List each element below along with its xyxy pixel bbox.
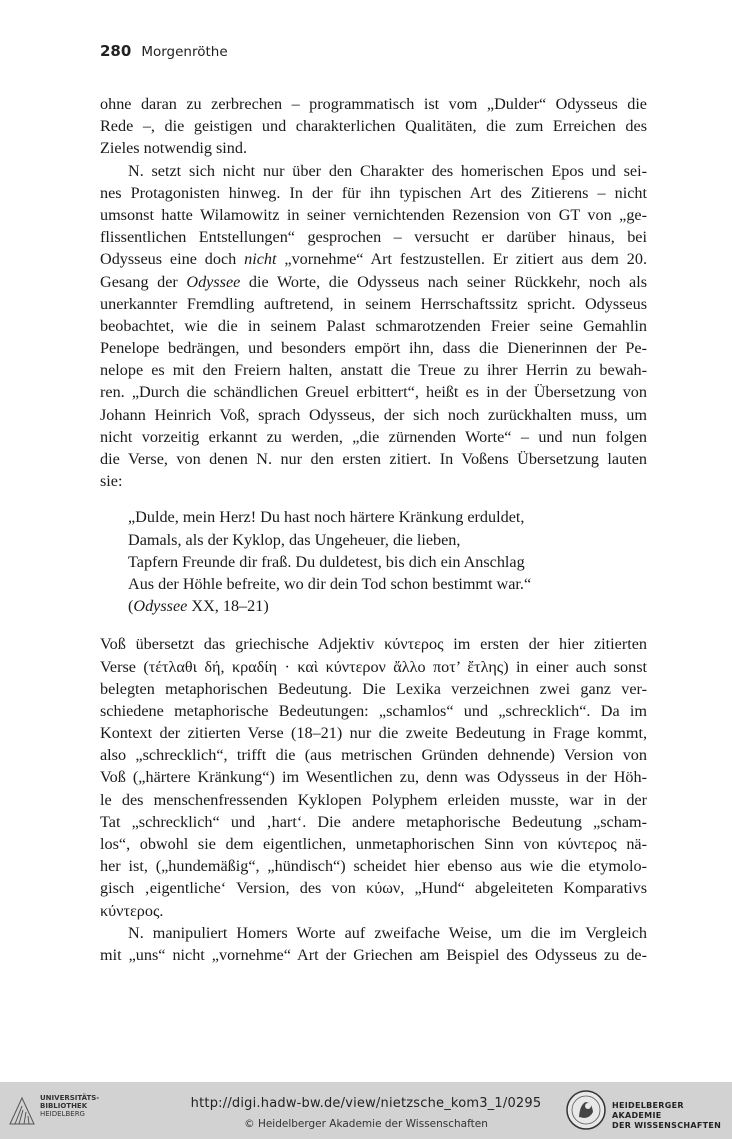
text-line: also „schrecklich“, trifft die (aus metrischen Gründen dehnende) Version von (100, 746, 647, 765)
text-line: ren. „Durch die schändlichen Greuel erbittert“, heißt es in der Übersetzung von (100, 383, 647, 402)
paragraph-1 (100, 93, 647, 160)
text-line (100, 248, 647, 270)
text-line: schiedene metaphorische Bedeutungen: „schamlos“ und „schrecklich“. Da im (100, 701, 647, 720)
running-header (100, 42, 228, 60)
text-line: Rede –, die geistigen und charakterlichen Qualitäten, die zum Erreichen des (100, 117, 647, 136)
text-line: ohne daran zu zerbrechen – programmatisch ist vom „Dulder“ Odysseus die (100, 95, 647, 113)
page-number: 280 (100, 42, 132, 60)
text-line: nelope es mit den Freiern halten, anstatt die Treue zu ihrer Herrin zu bewah- (100, 361, 647, 380)
text-run: Odysseus eine doch (100, 250, 245, 269)
text-line: unerkannter Fremdling auftretend, in seinem Herrschaftssitz spricht. Odysseus (100, 294, 647, 313)
library-name-line: UNIVERSITÄTS- (40, 1094, 100, 1102)
permalink-url[interactable]: http://digi.hadw-bw.de/view/nietzsche_kom3_1/0295 (190, 1096, 542, 1111)
text-line: die Verse, von denen N. nur den ersten zitiert. In Voßens Übersetzung lauten (100, 450, 647, 468)
text-line: gisch ‚eigentliche‘ Version, des von κύων, „Hund“ abgeleiteten Komparativs (100, 879, 647, 898)
text-run: die Worte, die Odysseus nach seiner Rückkehr, noch als (240, 272, 647, 291)
text-line: Voß übersetzt das griechische Adjektiv κύντερος im ersten der hier zitierten (100, 635, 647, 654)
text-run: „vornehme“ Art festzustellen. Er zitiert aus dem 20. (276, 250, 647, 269)
text-line: mit „uns“ nicht „vornehme“ Art der Griechen am Beispiel des Odysseus zu de- (100, 945, 647, 964)
academy-name-line: DER WISSENSCHAFTEN (612, 1121, 722, 1130)
running-title: Morgenröthe (141, 44, 228, 60)
academy-seal-icon (566, 1090, 606, 1130)
copyright-notice: © Heidelberger Akademie der Wissenschaften (244, 1118, 488, 1130)
verse-quotation (128, 506, 647, 617)
work-title: Odyssee (133, 597, 188, 616)
verse-line: Tapfern Freunde dir fraß. Du duldetest, bis dich ein Anschlag (128, 552, 525, 571)
text-line: Johann Heinrich Voß, sprach Odysseus, der sich noch zurückhalten muss, um (100, 405, 647, 424)
library-name-line: HEIDELBERG (40, 1110, 85, 1118)
verse-line: Aus der Höhle befreite, wo dir dein Tod schon bestimmt war.“ (128, 574, 532, 593)
text-line: κύντερος. (100, 901, 164, 920)
paragraph-4 (100, 922, 647, 966)
text-line: Tat „schrecklich“ und ‚hart‘. Die andere metaphorische Bedeutung „scham- (100, 812, 647, 831)
library-name-line: BIBLIOTHEK (40, 1102, 88, 1110)
text-line: sie: (100, 472, 123, 491)
text-line: Penelope bedrängen, und besonders empört ihn, dass die Dienerinnen der Pe- (100, 339, 647, 358)
text-line: N. manipuliert Homers Worte auf zweifache Weise, um die im Vergleich (128, 923, 647, 942)
paragraph-2 (100, 160, 647, 493)
text-run: Gesang der (100, 272, 187, 291)
text-run: XX, 18–21) (187, 597, 269, 616)
text-line: Zieles notwendig sind. (100, 139, 248, 158)
text-line (100, 271, 647, 293)
page-body (100, 93, 647, 966)
academy-name-line: HEIDELBERGER AKADEMIE (612, 1101, 684, 1120)
quote-citation (128, 595, 647, 617)
emphasis: nicht (244, 250, 277, 269)
text-line: N. setzt sich nicht nur über den Charakter des homerischen Epos und sei- (128, 161, 647, 180)
text-line: her ist, („hundemäßig“, „hündisch“) scheidet hier ebenso aus wie die etymolo- (100, 857, 647, 876)
text-line: le des menschenfressenden Kyklopen Polyphem erleiden musste, war in der (100, 790, 647, 809)
text-line: umsonst hatte Wilamowitz in seiner vernichtenden Rezension von GT von „ge- (100, 205, 647, 224)
text-line: nicht vorzeitig erkannt zu werden, „die zürnenden Worte“ – und nun folgen (100, 427, 647, 446)
verse-line: „Dulde, mein Herz! Du hast noch härtere Kränkung erduldet, (128, 508, 525, 527)
text-line: los“, obwohl sie dem eigentlichen, unmetaphorischen Sinn von κύντερος nä- (100, 835, 647, 853)
text-line: beobachtet, wie die in seinem Palast schmarotzenden Freier seine Gemahlin (100, 316, 647, 335)
text-run: ( (128, 597, 134, 616)
viewer-footer (0, 1082, 732, 1139)
text-line: flissentlichen Entstellungen“ gesprochen – versucht er darüber hinaus, bei (100, 228, 647, 247)
text-line: Verse (τέτλαθι δή, κραδίη · καὶ κύντερον ἄλλο ποτ’ ἔτλης) in einer auch sonst (100, 657, 647, 676)
paragraph-3 (100, 633, 647, 921)
text-line: belegten metaphorischen Bedeutung. Die Lexika verzeichnen zwei ganz ver- (100, 679, 647, 698)
work-title: Odyssee (186, 272, 241, 291)
text-line: Kontext der zitierten Verse (18–21) nur die zweite Bedeutung in Frage kommt, (100, 724, 647, 743)
academy-name (612, 1101, 732, 1131)
text-line: nes Protagonisten hinweg. In der für ihn typischen Art des Zitierens – nicht (100, 183, 647, 202)
verse-line: Damals, als der Kyklop, das Ungeheuer, die lieben, (128, 530, 461, 549)
text-line: Voß („härtere Kränkung“) im Wesentlichen zu, denn was Odysseus in der Höh- (100, 768, 647, 787)
